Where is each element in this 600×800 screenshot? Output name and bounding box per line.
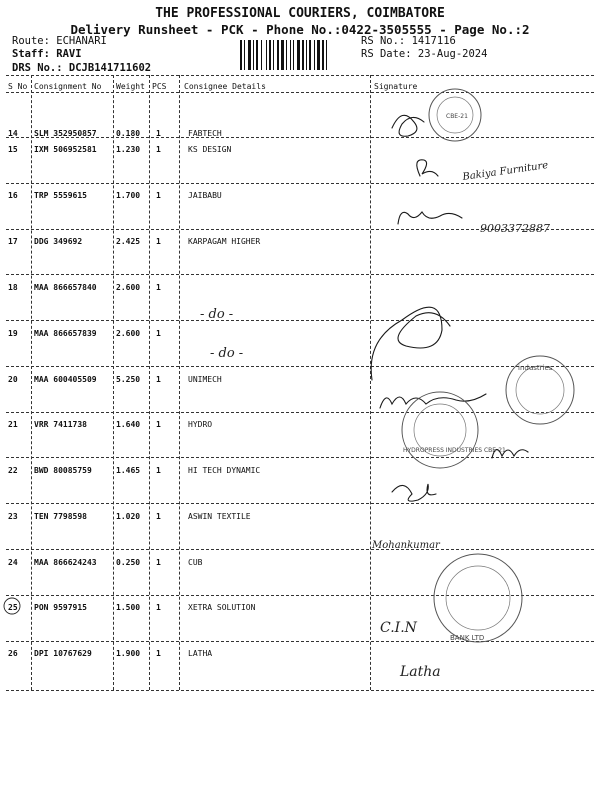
signature-row-14 — [392, 115, 424, 136]
row-sno: 25 — [8, 603, 18, 612]
row-divider — [6, 366, 594, 367]
rs-no-value: 1417116 — [411, 35, 456, 47]
rs-date-value: 23-Aug-2024 — [417, 48, 488, 60]
row-sno: 24 — [8, 558, 18, 567]
row-sno: 21 — [8, 420, 18, 429]
row-divider — [6, 183, 594, 184]
table-top-rule — [6, 75, 594, 76]
row-consignment: TRP 5559615 — [34, 191, 87, 200]
route-label: Route: — [12, 35, 50, 47]
row-consignment: MAA 600405509 — [34, 375, 97, 384]
row-consignment: DDG 349692 — [34, 237, 83, 246]
row-consignee: CUB — [188, 558, 203, 567]
row-consignment: BWD 80085759 — [34, 466, 92, 475]
barcode-bar — [302, 40, 304, 70]
column-header-consignee: Consignee Details — [184, 82, 266, 91]
row-pcs: 1 — [156, 145, 161, 154]
row-sno: 19 — [8, 329, 18, 338]
stamp-row-24-text: BANK LTD — [450, 634, 485, 642]
row-consignee: LATHA — [188, 649, 213, 658]
row-sno: 15 — [8, 145, 18, 154]
row-divider — [6, 137, 594, 138]
route-value: ECHANARI — [56, 35, 107, 47]
barcode-bar — [266, 40, 267, 70]
row-consignee: UNIMECH — [188, 375, 222, 384]
barcode-bar — [309, 40, 311, 70]
row-consignment: DPI 10767629 — [34, 649, 92, 658]
row-pcs: 1 — [156, 512, 161, 521]
row-divider — [6, 549, 594, 550]
page-title: THE PROFESSIONAL COURIERS, COIMBATORE — [155, 6, 445, 21]
barcode-bar — [286, 40, 287, 70]
barcode-bar — [269, 40, 271, 70]
stamp-row-14 — [429, 89, 481, 141]
page-subtitle: Delivery Runsheet - PCK - Phone No.:0422-3505555 - Page No.:2 — [70, 22, 530, 37]
row-weight: 1.900 — [116, 649, 141, 658]
column-divider — [179, 75, 180, 690]
barcode-bar — [261, 40, 262, 70]
barcode-bar — [273, 40, 274, 70]
row-divider — [6, 412, 594, 413]
barcode-bar — [314, 40, 315, 70]
column-divider — [31, 75, 32, 690]
rs-no-line — [361, 35, 456, 47]
handwriting-row-16: 9003372887 — [480, 222, 550, 235]
row-consignee: KARPAGAM HIGHER — [188, 237, 261, 246]
row-sno: 17 — [8, 237, 18, 246]
barcode-bar — [297, 40, 300, 70]
row-weight: 5.250 — [116, 375, 141, 384]
row-pcs: 1 — [156, 375, 161, 384]
row-consignment: PON 9597915 — [34, 603, 87, 612]
row-weight: 2.425 — [116, 237, 141, 246]
row-divider — [6, 641, 594, 642]
column-divider — [370, 75, 371, 690]
column-header-signature: Signature — [374, 82, 418, 91]
row-divider — [6, 503, 594, 504]
barcode-bar — [317, 40, 320, 70]
column-header-sno: S No — [8, 82, 28, 91]
barcode-bar — [253, 40, 254, 70]
row-consignee: HI TECH DYNAMIC — [188, 466, 261, 475]
row-pcs: 1 — [156, 603, 161, 612]
row-consignment: TEN 7798598 — [34, 512, 87, 521]
column-divider — [149, 75, 150, 690]
barcode-bar — [322, 40, 324, 70]
drs-line — [12, 62, 151, 74]
rs-no-label: RS No.: — [361, 35, 406, 47]
barcode-bar — [281, 40, 284, 70]
barcode-bar — [248, 40, 251, 70]
handwriting-row-26: Latha — [400, 664, 441, 680]
column-header-pcs: PCS — [152, 82, 167, 91]
row-divider — [6, 274, 594, 275]
row-divider — [6, 690, 594, 691]
rs-date-line — [361, 48, 487, 60]
barcode-bar — [326, 40, 327, 70]
stamp-row-24 — [434, 554, 522, 642]
row-consignment: MAA 866657839 — [34, 329, 97, 338]
row-consignment: SLM 352950857 — [34, 129, 97, 138]
drs-value: DCJB141711602 — [68, 62, 152, 74]
row-sno: 16 — [8, 191, 18, 200]
row-sno: 14 — [8, 129, 18, 138]
row-consignment: MAA 866657840 — [34, 283, 97, 292]
table-header-rule — [6, 92, 594, 93]
barcode-bar — [244, 40, 245, 70]
row-weight: 1.500 — [116, 603, 141, 612]
row-consignee: ASWIN TEXTILE — [188, 512, 251, 521]
row-consignee: XETRA SOLUTION — [188, 603, 256, 612]
row-consignee: JAIBABU — [188, 191, 222, 200]
signature-row-15 — [417, 160, 438, 176]
stamp-row-14-text: CBE-21 — [446, 113, 468, 120]
row-weight: 1.230 — [116, 145, 141, 154]
staff-label: Staff: — [12, 48, 50, 60]
row-sno: 18 — [8, 283, 18, 292]
row-weight: 1.640 — [116, 420, 141, 429]
rs-date-label: RS Date: — [361, 48, 412, 60]
staff-value: RAVI — [56, 48, 82, 60]
row-pcs: 1 — [156, 329, 161, 338]
row-sno: 26 — [8, 649, 18, 658]
signature-row-22 — [392, 484, 436, 501]
column-divider — [113, 75, 114, 690]
barcode-bar — [256, 40, 258, 70]
barcode-image — [240, 40, 352, 70]
signature-row-20 — [380, 394, 486, 408]
row-weight: 1.465 — [116, 466, 141, 475]
row-divider — [6, 320, 594, 321]
row-weight: 1.020 — [116, 512, 141, 521]
row-pcs: 1 — [156, 420, 161, 429]
row-consignee: HYDRO — [188, 420, 213, 429]
handwriting-row-25: C.I.N — [380, 620, 417, 636]
row-consignment: VRR 7411738 — [34, 420, 87, 429]
staff-line — [12, 48, 82, 60]
row-sno: 23 — [8, 512, 18, 521]
row-pcs: 1 — [156, 237, 161, 246]
row-sno: 22 — [8, 466, 18, 475]
signature-row-18 — [371, 307, 450, 380]
row-pcs: 1 — [156, 466, 161, 475]
row-pcs: 1 — [156, 558, 161, 567]
row-weight: 2.600 — [116, 329, 141, 338]
signature-row-16 — [398, 212, 462, 224]
row-consignee: KS DESIGN — [188, 145, 232, 154]
handwriting-row-18: - do - — [200, 307, 234, 322]
row-weight: 0.250 — [116, 558, 141, 567]
row-consignment: IXM 506952581 — [34, 145, 97, 154]
row-sno: 20 — [8, 375, 18, 384]
row-pcs: 1 — [156, 191, 161, 200]
barcode-bar — [277, 40, 279, 70]
column-header-weight: Weight — [116, 82, 145, 91]
row-divider — [6, 595, 594, 596]
stamp-row-20-text: industries — [518, 364, 553, 372]
barcode-bar — [306, 40, 307, 70]
drs-label: DRS No.: — [12, 62, 63, 74]
handwriting-row-15: Bakiya Furniture — [461, 160, 549, 183]
row-divider — [6, 229, 594, 230]
row-pcs: 1 — [156, 283, 161, 292]
handwriting-row-19: - do - — [210, 346, 244, 361]
row-weight: 2.600 — [116, 283, 141, 292]
row-divider — [6, 457, 594, 458]
row-weight: 1.700 — [116, 191, 141, 200]
route-line — [12, 35, 107, 47]
row-pcs: 1 — [156, 129, 161, 138]
stamp-row-21-text: HYDROPRESS INDUSTRIES CBE-21 — [403, 447, 506, 454]
row-consignment: MAA 866624243 — [34, 558, 97, 567]
barcode-bar — [290, 40, 291, 70]
row-consignee: FABTECH — [188, 129, 222, 138]
barcode-bar — [293, 40, 294, 70]
barcode-bar — [240, 40, 242, 70]
row-pcs: 1 — [156, 649, 161, 658]
column-header-consignment: Consignment No — [34, 82, 102, 91]
row-weight: 0.180 — [116, 129, 141, 138]
handwriting-row-24: Mohankumar — [372, 540, 440, 551]
